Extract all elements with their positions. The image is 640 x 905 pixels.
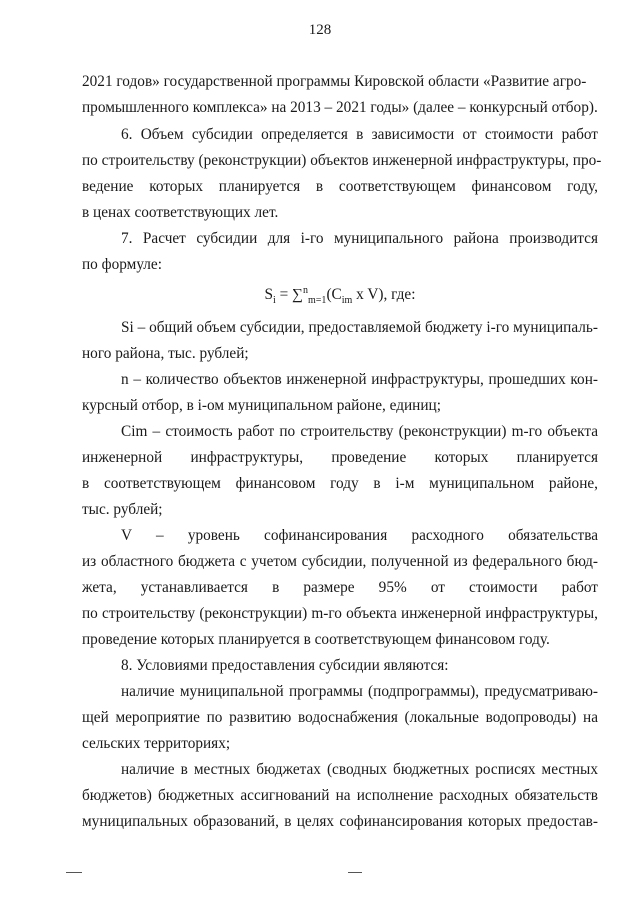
- formula-term-index: im: [341, 295, 353, 307]
- text-line: из областного бюджета с учетом субсидии, полученной из федерального бюд-: [82, 553, 598, 570]
- text-line: жета, устанавливается в размере 95% от стоимости работ: [82, 579, 598, 596]
- page-number: 128: [308, 22, 332, 38]
- text-line: бюджетов) бюджетных ассигнований на исполнение расходных обязательств: [82, 787, 598, 804]
- footer-mark: [348, 872, 362, 873]
- definition-n: n – количество объектов инженерной инфраструктуры, прошедших кон-: [121, 371, 598, 388]
- text-line: щей мероприятие по развитию водоснабжения (локальные водопроводы) на: [82, 709, 598, 726]
- text-line: ведение которых планируется в соответствующем финансовом году,: [82, 178, 598, 195]
- definition-cim: Cim – стоимость работ по строительству (реконструкции) m-го объекта: [121, 423, 598, 440]
- formula-sum: = ∑: [275, 286, 304, 304]
- text-line: сельских территориях;: [82, 735, 231, 752]
- paragraph-6: 6. Объем субсидии определяется в зависимости от стоимости работ: [121, 126, 598, 143]
- text-line: в соответствующем финансовом году в i-м муниципальном районе,: [82, 475, 598, 492]
- footer-mark: [66, 872, 82, 873]
- text-line: по строительству (реконструкции) m-го объекта инженерной инфраструктуры,: [82, 605, 598, 622]
- formula-sum-lower: m=1: [308, 295, 327, 307]
- condition-1: наличие муниципальной программы (подпрограммы), предусматриваю-: [121, 683, 598, 700]
- formula-term: (C: [326, 286, 342, 304]
- text-line: по формуле:: [82, 256, 162, 273]
- formula-sum-upper: n: [303, 285, 309, 296]
- definition-si: Si – общий объем субсидии, предоставляемой бюджету i-го муниципаль-: [121, 319, 598, 336]
- text-line: курсный отбор, в i-ом муниципальном районе, единиц;: [82, 397, 441, 414]
- paragraph-7: 7. Расчет субсидии для i-го муниципального района производится: [121, 230, 598, 247]
- text-line: ного района, тыс. рублей;: [82, 345, 249, 362]
- text-line: проведение которых планируется в соответствующем финансовом году.: [82, 631, 550, 648]
- text-line: 2021 годов» государственной программы Кировской области «Развитие агро-: [82, 73, 587, 90]
- definition-v: V – уровень софинансирования расходного обязательства: [121, 527, 598, 544]
- formula-rest: x V), где:: [352, 286, 416, 304]
- formula: [82, 281, 598, 311]
- text-line: инженерной инфраструктуры, проведение которых планируется: [82, 449, 598, 466]
- condition-2: наличие в местных бюджетах (сводных бюджетных росписях местных: [121, 761, 598, 778]
- formula-lhs-index: i: [273, 295, 276, 307]
- paragraph-8: 8. Условиями предоставления субсидии являются:: [121, 657, 449, 674]
- text-line: муниципальных образований, в целях софинансирования которых предостав-: [82, 813, 598, 830]
- text-line: по строительству (реконструкции) объектов инженерной инфраструктуры, про-: [82, 152, 602, 169]
- formula-lhs: S: [264, 286, 274, 304]
- text-line: промышленного комплекса» на 2013 – 2021 годы» (далее – конкурсный отбор).: [82, 99, 598, 116]
- text-line: в ценах соответствующих лет.: [82, 204, 279, 221]
- text-line: тыс. рублей;: [82, 501, 163, 518]
